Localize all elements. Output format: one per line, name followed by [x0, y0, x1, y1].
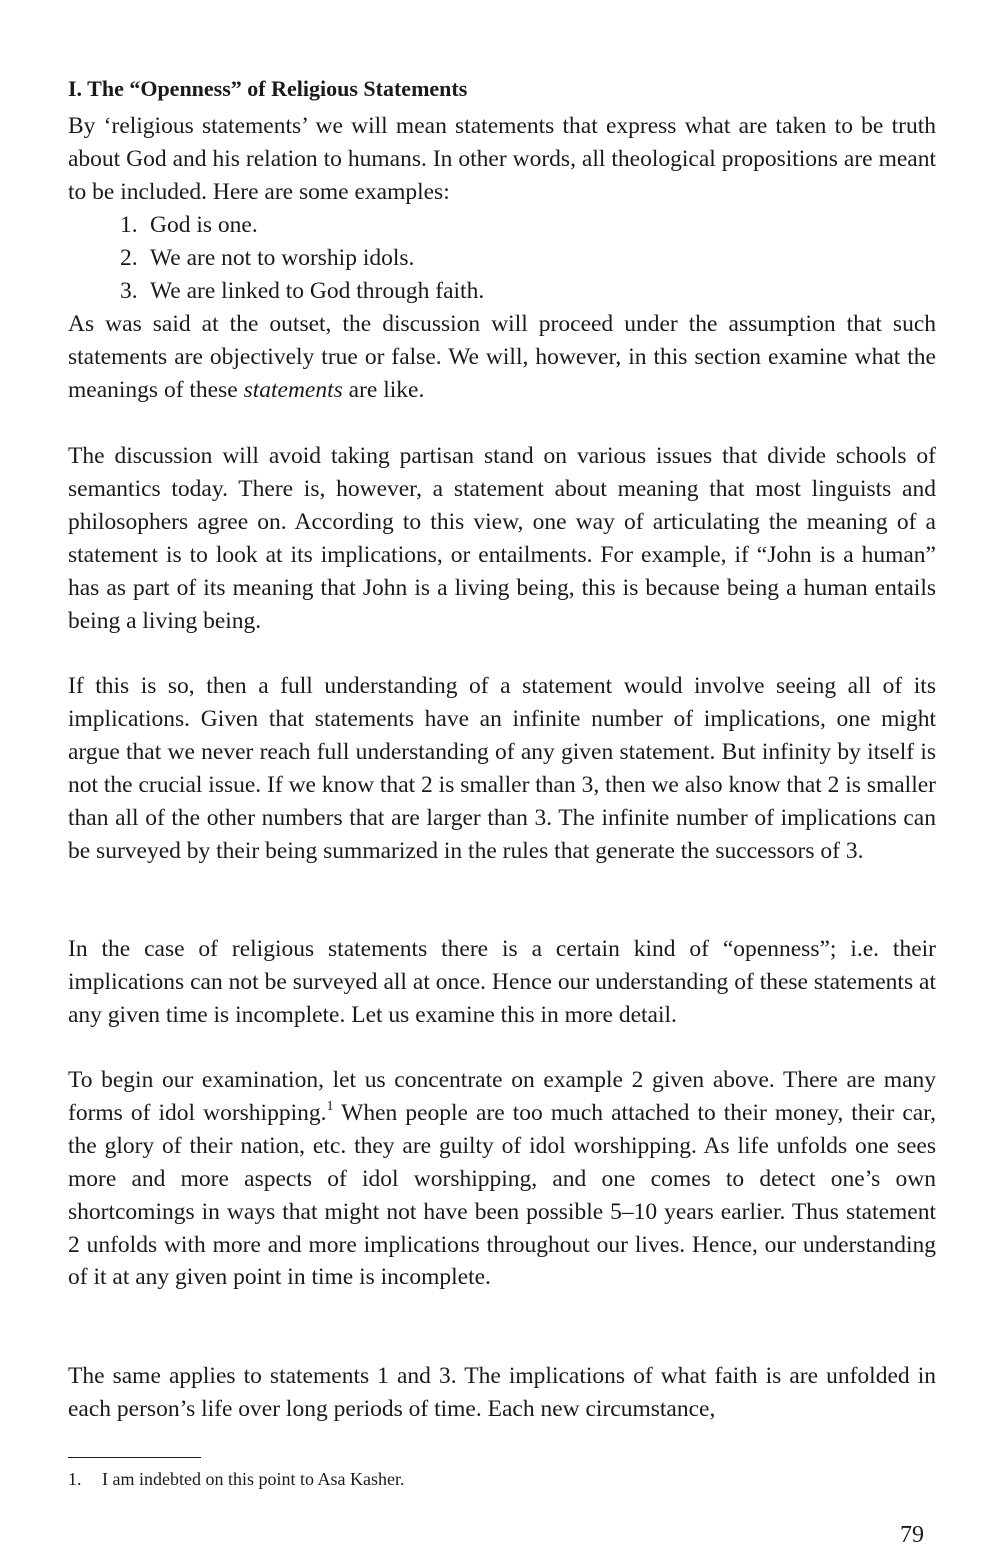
implications-paragraph: If this is so, then a full understanding of a statement would involve seeing all of its implications. Given that statements have an infinite number of implications, one might argue that we never reach full understanding of any given statement. But infinity by itself is not the crucial issue. If we know that 2 is smaller than 3, then we also know that 2 is smaller than all of the other numbers that are larger than 3. The infinite number of implications can be surveyed by their being summarized in the rules that generate the successors of 3.: [68, 673, 936, 864]
section-heading: I. The “Openness” of Religious Statements: [68, 76, 468, 101]
outset-text-start: As was said at the outset, the discussion will proceed under the assumption that such statements are objectively true or false. We will, however, in this section examine what the meanings of these: [68, 311, 936, 403]
list-item-text: We are not to worship idols.: [150, 244, 415, 271]
list-item-text: We are linked to God through faith.: [150, 277, 485, 304]
semantics-paragraph: The discussion will avoid taking partisan stand on various issues that divide schools of semantics today. There is, however, a statement about meaning that most linguists and philosophers agree on. According to this view, one way of articulating the meaning of a statement is to look at its implications, or entailments. For example, if “John is a human” has as part of its meaning that John is a living being, this is because being a human entails being a living being.: [68, 443, 936, 634]
outset-paragraph: [68, 308, 936, 407]
outset-text-end: are like.: [342, 376, 425, 403]
openness-paragraph: In the case of religious statements there is a certain kind of “openness”; i.e. their implications can not be surveyed all at once. Hence our understanding of these statements at any given time is incomplete. Let us examine this in more detail.: [68, 936, 936, 1028]
footnote-divider: [68, 1457, 201, 1458]
idol-text-start: To begin our examination, let us concentrate on example 2 given above. There are many forms of idol worshipping.: [68, 1067, 936, 1126]
list-item-number: 2.: [120, 244, 138, 271]
list-item: [120, 209, 484, 242]
list-item-number: 3.: [120, 277, 138, 304]
list-item-text: God is one.: [150, 212, 258, 238]
list-item: [120, 275, 484, 308]
intro-paragraph: By ‘religious statements’ we will mean statements that express what are taken to be truth about God and his relation to humans. In other words, all theological propositions are meant to be included. Here are some examples:: [68, 113, 936, 205]
footnote-text: I am indebted on this point to Asa Kasher.: [102, 1469, 405, 1489]
examples-list: [120, 209, 484, 308]
footnote: [68, 1467, 404, 1491]
page-number: 79: [900, 1522, 924, 1548]
idol-worship-paragraph: [68, 1064, 936, 1294]
list-item: [120, 242, 484, 275]
footnote-reference: 1: [326, 1097, 334, 1114]
faith-paragraph: The same applies to statements 1 and 3. The implications of what faith is are unfolded in each person’s life over long periods of time. Each new circumstance,: [68, 1363, 936, 1422]
footnote-number: 1.: [68, 1469, 82, 1489]
outset-emphasis: statements: [243, 376, 343, 403]
idol-text-end: When people are too much attached to their money, their car, the glory of their nation, etc. they are guilty of idol worshipping. As life unfolds one sees more and more aspects of idol worshipping, and one comes to detect one’s own shortcomings in ways that might not have been possible 5–10 years earlier. Thus statement 2 unfolds with more and more implications throughout our lives. Hence, our understanding of it at any given point in time is incomplete.: [68, 1099, 936, 1291]
list-item-number: 1.: [120, 212, 138, 238]
